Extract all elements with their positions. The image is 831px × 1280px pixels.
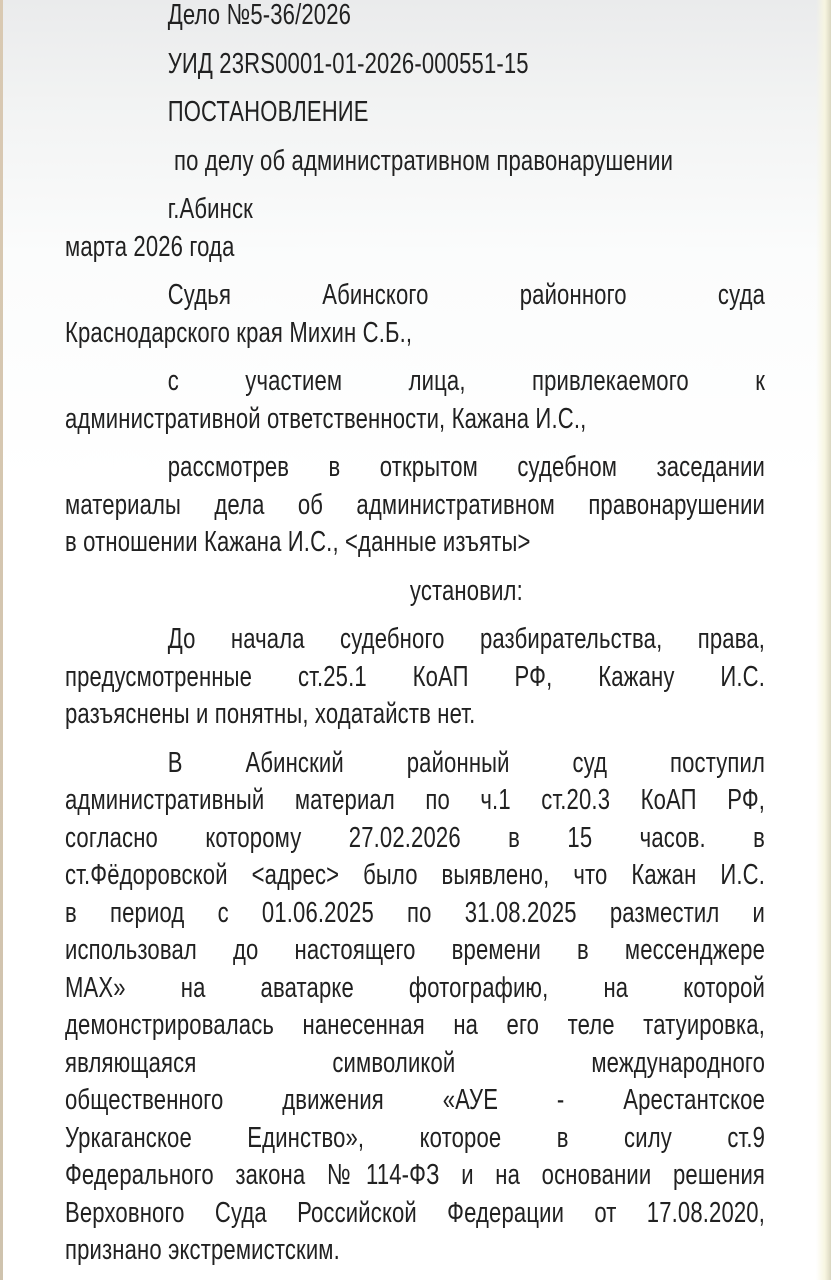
paragraph-doc-title (65, 94, 765, 132)
text-line: административный материал по ч.1 ст.20.3 КоАП РФ, (65, 784, 766, 816)
page-edge-left (0, 0, 3, 1280)
document-content (65, 0, 765, 1280)
text-line: использовал до настоящего времени в мессенджере (65, 934, 766, 966)
paragraph-place-and-date (65, 191, 765, 266)
text-line: Краснодарского края Михин С.Б., (65, 316, 413, 349)
paragraph-participants (65, 363, 765, 438)
paragraph-case-review (65, 449, 765, 562)
text-line: по делу об административном правонарушении (167, 144, 674, 177)
text-line: демонстрировалась нанесенная на его теле татуировка, (65, 1009, 766, 1041)
text-line: в отношении Кажана И.С., <данные изъяты> (65, 526, 531, 558)
paragraph-ustanovil-heading (65, 573, 765, 611)
text-line: До начала судебного разбирательства, права, (167, 623, 766, 655)
text-line: марта 2026 года (65, 230, 235, 263)
text-line: Уркаганское Единство», которое в силу ст.9 (65, 1121, 766, 1154)
paragraph-rights-explained (65, 621, 765, 734)
text-line: в период с 01.06.2025 по 31.08.2025 разместил и (65, 896, 766, 929)
text-line: общественного движения «АУЕ - Арестантское (65, 1084, 766, 1116)
paragraph-case-number (65, 0, 765, 35)
text-line: установил: (409, 574, 523, 607)
text-line: ПОСТАНОВЛЕНИЕ (167, 96, 369, 128)
paragraph-doc-subtitle (65, 143, 765, 181)
text-line: разъяснены и понятны, ходатайств нет. (65, 698, 476, 730)
text-line: предусмотренные ст.25.1 КоАП РФ, Кажану И.С. (65, 660, 766, 693)
text-line: МАХ» на аватарке фотографию, на которой (65, 971, 766, 1004)
text-line: административной ответственности, Кажана И.С., (65, 402, 587, 435)
text-line: Судья Абинского районного суда (167, 279, 766, 311)
text-line: рассмотрев в открытом судебном заседании (167, 451, 766, 483)
page-edge-right (825, 0, 831, 1280)
paragraph-uid (65, 46, 765, 84)
paragraph-judge (65, 277, 765, 352)
text-line: с участием лица, привлекаемого к (167, 365, 766, 397)
text-line: Дело №5-36/2026 (167, 0, 352, 31)
text-line: УИД 23RS0001-01-2026-000551-15 (167, 47, 529, 80)
text-line: Федерального закона №114-ФЗ и на основании решения (65, 1159, 766, 1191)
text-line: материалы дела об административном правонарушении (65, 488, 766, 521)
page-edge-right-shade (816, 0, 825, 1280)
text-line: согласно которому 27.02.2026 в 15 часов. в (65, 821, 766, 854)
text-line: В Абинский районный суд поступил (167, 746, 766, 779)
paragraph-case-facts (65, 745, 765, 1270)
text-line: г.Абинск (167, 193, 253, 225)
text-line: признано экстремистским. (65, 1234, 340, 1266)
text-line: Верховного Суда Российской Федерации от 17.08.2020, (65, 1196, 766, 1229)
text-line: ст.Фёдоровской <адрес> было выявлено, что Кажан И.С. (65, 859, 766, 891)
text-line: являющаяся символикой международного (65, 1046, 766, 1079)
